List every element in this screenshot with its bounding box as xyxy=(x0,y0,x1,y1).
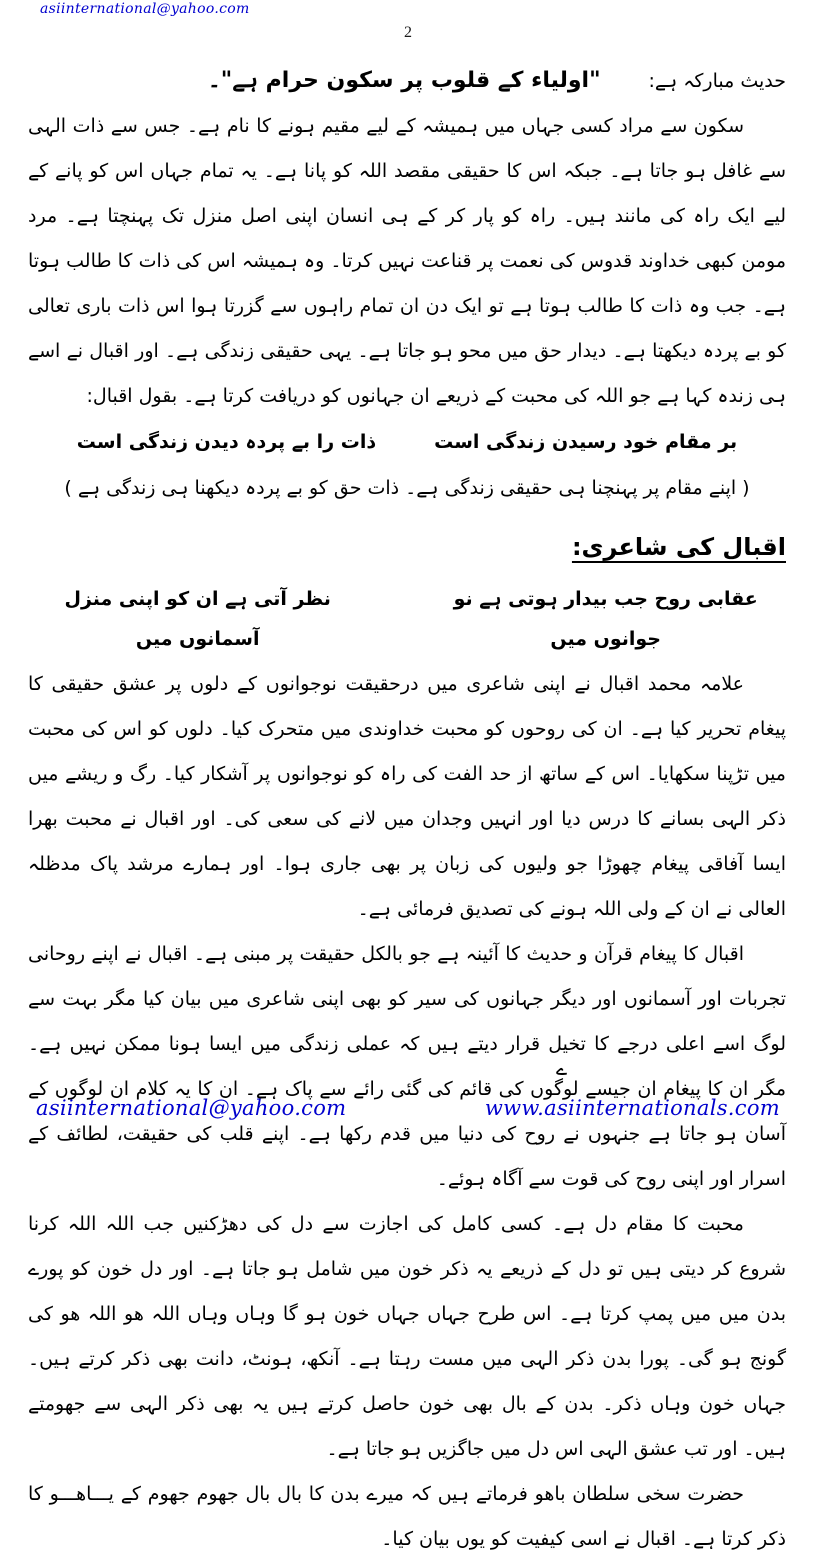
urdu-couplet xyxy=(28,579,786,659)
footer-website-link[interactable]: www.asiinternationals.com xyxy=(484,1096,780,1120)
page-number: 2 xyxy=(404,24,412,41)
section-heading-text: اقبال کی شاعری: xyxy=(571,533,786,561)
page-footer xyxy=(36,1096,780,1120)
paragraph-sultan-bahu: حضرت سخی سلطان باھو فرماتے ہیں کہ میرے بدن کا بال بال جھوم جھوم کے یـــاھـــو کا ذکر کرتا ہے۔ اقبال نے اسی کیفیت کو یوں بیان کیا۔ xyxy=(28,1483,786,1550)
document-body xyxy=(28,60,786,1562)
hadith-prefix: حدیث مبارکہ ہے: xyxy=(648,70,786,92)
couplet2-right-hemistich: عقابی روح جب بیدار ہوتی ہے نو جوانوں میں xyxy=(453,588,758,650)
couplet-translation: ( اپنے مقام پر پہنچنا ہی حقیقی زندگی ہے۔ ذات حق کو بے پردہ دیکھنا ہی زندگی ہے ) xyxy=(64,477,750,499)
couplet1-right-hemistich: بر مقام خود رسیدن زندگی است xyxy=(434,431,738,453)
persian-couplet xyxy=(28,422,786,462)
header-email-link[interactable]: asiinternational@yahoo.com xyxy=(40,1,250,17)
hadith-line xyxy=(28,60,786,102)
paragraph-iqbal-message: علامہ محمد اقبال نے اپنی شاعری میں درحقیقت نوجوانوں کے دلوں پر عشق حقیقی کا پیغام تحریر کیا ہے۔ ان کی روحوں کو محبت خداوندی میں متحرک کیا۔ دلوں کو اس کی محبت میں تڑپنا سکھایا۔ اس کے ساتھ از حد الفت کی راہ کو نوجوانوں پر آشکار کیا۔ رگ و ریشے میں ذکر الہی بسانے کا درس دیا اور انہیں وجدان میں لانے کی سعی کی۔ اور اقبال نے محبت بھرا ایسا آفاقی پیغام چھوڑا جو ولیوں کی زبان پر بھی جاری ہوا۔ اور ہمارے مرشد پاک مدظلہ العالی نے ان کے ولی اللہ ہونے کی تصدیق فرمائی ہے۔ xyxy=(28,673,786,920)
paragraph-quran-hadith: اقبال کا پیغام قرآن و حدیث کا آئینہ ہے جو بالکل حقیقت پر مبنی ہے۔ اقبال نے اپنے روحانی تجربات اور آسمانوں اور دیگر جہانوں کی سیر کو بھی اپنی شاعری میں بیان کیا مگر بہت سے لوگ اسے اعلی درجے کا تخیل قرار دیتے ہیں کہ عملی زندگی میں ایسا ہونا ممکن نہیں ہے۔ مگر ان کا پیغام ان جیسے لوگوں کی قائم کی گئی رائے سے پاک ہے۔ ان کا یہ کلام ان لوگوں کے آسان ہو جاتا ہے جنہوں نے روح کی دنیا میں قدم رکھا ہے۔ اپنے قلب کی حقیقت، لطائف کے اسرار اور اپنی روح کی قوت سے آگاہ ہوئے۔ xyxy=(28,943,786,1190)
footer-email-link[interactable]: asiinternational@yahoo.com xyxy=(36,1096,347,1120)
paragraph-heart-zikr: محبت کا مقام دل ہے۔ کسی کامل کی اجازت سے دل کی دھڑکنیں جب اللہ اللہ کرنا شروع کر دیتی ہیں تو دل کے ذریعے یہ ذکر خون میں شامل ہو جاتا ہے۔ اور دل خون کو پورے بدن میں میں پمپ کرتا ہے۔ اس طرح جہاں جہاں خون ہو گا وہاں وہاں اللہ ھو اللہ ھو کی گونج ہو گی۔ پورا بدن ذکر الہی میں مست رہتا ہے۔ آنکھ، ہونٹ، دانت بھی ذکر کرتے ہیں۔ جہاں خون وہاں ذکر۔ بدن کے بال بھی خون حاصل کرتے ہیں یہ بھی ذکر الہی سے جھومتے ہیں۔ اور تب عشق الہی اس دل میں جاگزیں ہو جاتا ہے۔ xyxy=(28,1213,786,1460)
section-heading-iqbal-poetry xyxy=(28,525,786,569)
couplet1-left-hemistich: ذات را بے پردہ دیدن زندگی است xyxy=(76,431,377,453)
hadith-quote: "اولیاء کے قلوب پر سکون حرام ہے"۔ xyxy=(207,68,601,93)
stray-letter-mark: ے xyxy=(556,1058,568,1080)
couplet2-left-hemistich: نظر آتی ہے ان کو اپنی منزل آسمانوں میں xyxy=(64,588,331,650)
paragraph-sukoon: سکون سے مراد کسی جہاں میں ہمیشہ کے لیے مقیم ہونے کا نام ہے۔ جس سے ذات الہی سے غافل ہو جاتا ہے۔ جبکہ اس کا حقیقی مقصد اللہ کو پانا ہے۔ یہ تمام جہاں اس کو پانے کے لیے ایک راہ کی مانند ہیں۔ راہ کو پار کر کے ہی انسان اپنی اصل منزل تک پہنچتا ہے۔ مرد مومن کبھی خداوند قدوس کی نعمت پر قناعت نہیں کرتا۔ وہ ہمیشہ اس کی ذات کا طالب ہوتا ہے۔ جب وہ ذات کا طالب ہوتا ہے تو ایک دن ان تمام راہوں سے گزرتا ہوا اس ذات باری تعالی کو بے پردہ دیکھتا ہے۔ دیدار حق میں محو ہو جاتا ہے۔ یہی حقیقی زندگی ہے۔ اور اقبال نے اسے ہی زندہ کہا ہے جو اللہ کی محبت کے ذریعے ان جہانوں کو دریافت کرتا ہے۔ بقول اقبال: xyxy=(28,115,786,407)
